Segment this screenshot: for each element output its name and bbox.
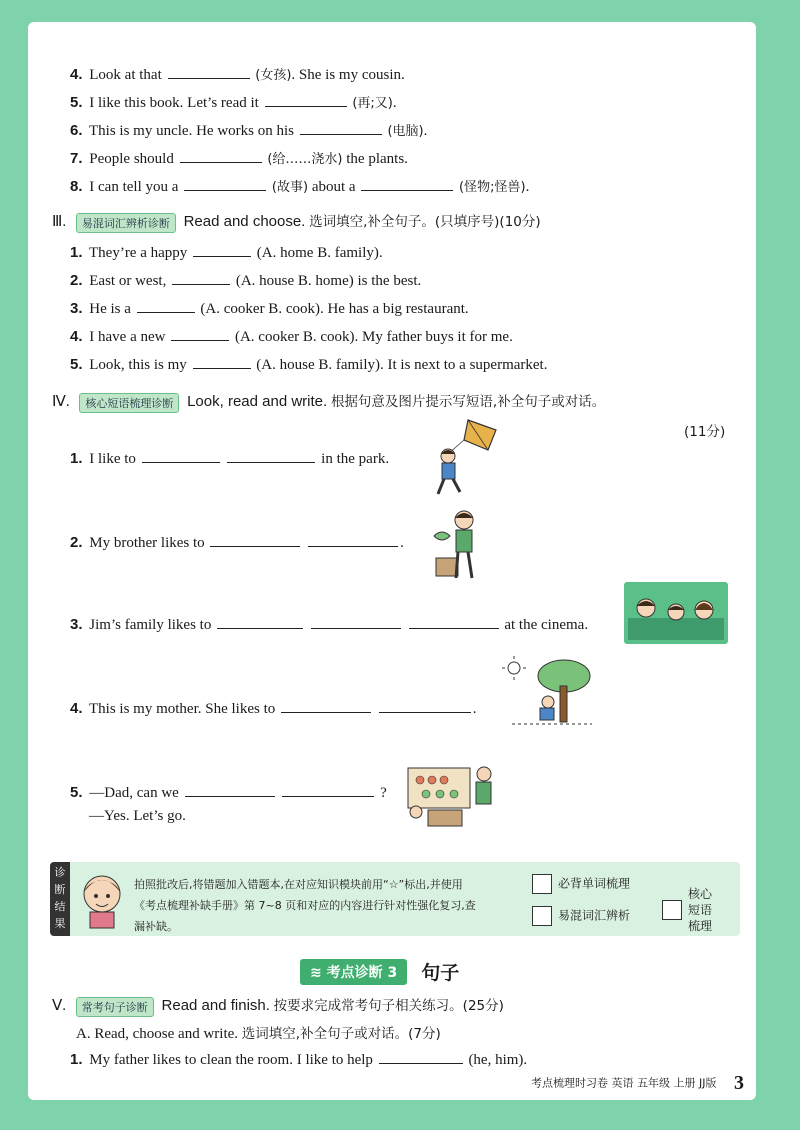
hint: (怪物;怪兽) <box>459 180 526 195</box>
score: (11分) <box>684 424 726 440</box>
hint: (女孩) <box>255 68 292 83</box>
item-text-end: ? <box>380 785 387 801</box>
kaodian-title: 句子 <box>421 962 460 984</box>
answer-blank[interactable] <box>193 354 251 369</box>
item-text-mid: about a <box>311 179 356 195</box>
girl-avatar-icon <box>76 868 128 930</box>
diagnosis-side-label <box>50 862 70 936</box>
item-text: East or west, <box>89 273 167 289</box>
answer-blank[interactable] <box>210 532 300 547</box>
item-text: People should <box>89 151 174 167</box>
kaodian-heading <box>300 958 459 984</box>
item-text-end: . He has a big restaurant. <box>319 301 469 317</box>
exercise-5-item-1 <box>70 1049 527 1069</box>
side-char: 果 <box>54 917 66 930</box>
diagnosis-instruction: 拍照批改后,将错题加入错题本,在对应知识模块前用“☆”标出,并使用《考点梳理补缺手册》第 7~8 页和对应的内容进行针对性强化复习,查漏补缺。 <box>134 878 476 933</box>
checkbox-square[interactable] <box>662 900 682 920</box>
exercise-3-item-2 <box>70 270 421 290</box>
reply-text: —Yes. Let’s go. <box>89 808 186 824</box>
answer-blank[interactable] <box>227 448 315 463</box>
answer-blank[interactable] <box>180 148 262 163</box>
item-text: I like this book. Let’s read it <box>89 95 259 111</box>
reading-under-tree-illustration <box>502 656 594 728</box>
answer-blank[interactable] <box>409 614 499 629</box>
side-char: 断 <box>54 883 66 896</box>
item-text: This is my uncle. He works on his <box>89 123 294 139</box>
side-char: 诊 <box>54 866 66 879</box>
options: (A. cooker B. cook) <box>234 329 355 345</box>
item-number: 6. <box>70 122 83 139</box>
section-5-header <box>52 994 504 1017</box>
exercise-4-item-1 <box>70 448 389 468</box>
section-number: Ⅲ. <box>52 214 67 230</box>
item-number: 4. <box>70 66 83 83</box>
answer-blank[interactable] <box>168 64 250 79</box>
item-text: Look at that <box>89 67 162 83</box>
exercise-3-item-3 <box>70 298 469 318</box>
answer-blank[interactable] <box>217 614 303 629</box>
hint: (故事) <box>271 180 309 195</box>
section-number: Ⅳ. <box>52 394 70 410</box>
item-text: This is my mother. She likes to <box>89 701 276 717</box>
diagnosis-box <box>50 862 740 936</box>
section-number: Ⅴ. <box>52 998 67 1014</box>
checkbox-core-phrases[interactable] <box>662 886 718 934</box>
kite-boy-illustration <box>424 416 504 498</box>
exercise-4-item-2 <box>70 532 404 552</box>
answer-blank[interactable] <box>142 448 220 463</box>
hint: (再;又) <box>352 96 393 111</box>
item-text-end: . <box>525 179 530 195</box>
checkbox-label: 核心短语梳理 <box>688 887 713 933</box>
side-char: 结 <box>54 900 66 913</box>
item-number: 5. <box>70 356 83 373</box>
hint: (he, him) <box>468 1052 524 1068</box>
hint: (电脑) <box>387 124 424 139</box>
exercise-2-item-5 <box>70 92 397 112</box>
exercise-4-item-4 <box>70 698 477 718</box>
kaodian-badge: ≋ 考点诊断 3 <box>300 959 407 985</box>
answer-blank[interactable] <box>172 270 230 285</box>
checkbox-confusing-words[interactable] <box>532 906 630 926</box>
item-number: 2. <box>70 534 83 551</box>
instruction-en: A. Read, choose and write. <box>76 1026 239 1042</box>
answer-blank[interactable] <box>300 120 382 135</box>
exercise-2-item-7 <box>70 148 408 168</box>
item-number: 1. <box>70 244 83 261</box>
item-text-end: . <box>523 1052 528 1068</box>
item-text-end: . <box>400 535 404 551</box>
section-tag: 核心短语梳理诊断 <box>79 393 179 413</box>
options: (A. house B. home) <box>235 273 354 289</box>
page-number: 3 <box>734 1072 744 1094</box>
item-text: My brother likes to <box>89 535 205 551</box>
item-text-end: is the best. <box>357 273 422 289</box>
instruction-cn: 选词填空,补全句子或对话。(7分) <box>241 1026 441 1042</box>
item-number: 4. <box>70 700 83 717</box>
item-text: Look, this is my <box>89 357 187 373</box>
item-number: 7. <box>70 150 83 167</box>
instruction-en: Read and finish. <box>161 997 270 1014</box>
answer-blank[interactable] <box>185 782 275 797</box>
checkbox-square[interactable] <box>532 874 552 894</box>
answer-blank[interactable] <box>311 614 401 629</box>
options: (A. cooker B. cook) <box>200 301 320 317</box>
checkbox-square[interactable] <box>532 906 552 926</box>
item-number: 8. <box>70 178 83 195</box>
item-text-end: at the cinema. <box>504 617 589 633</box>
item-text-end: . <box>392 95 397 111</box>
item-text: I like to <box>89 451 136 467</box>
options: (A. home B. family) <box>256 245 379 261</box>
answer-blank[interactable] <box>193 242 251 257</box>
answer-blank[interactable] <box>281 698 371 713</box>
cinema-family-illustration <box>624 582 728 644</box>
item-number: 4. <box>70 328 83 345</box>
section-tag: 常考句子诊断 <box>76 997 154 1017</box>
checkbox-must-know-words[interactable] <box>532 874 630 894</box>
item-text-end: . <box>378 245 383 261</box>
item-number: 3. <box>70 300 83 317</box>
section-4-score <box>684 420 725 441</box>
answer-blank[interactable] <box>265 92 347 107</box>
item-number: 5. <box>70 94 83 111</box>
instruction-en: Read and choose. <box>183 213 306 230</box>
item-text-end: in the park. <box>321 451 390 467</box>
page-footer <box>531 1072 744 1095</box>
section-3-header <box>52 210 541 233</box>
exercise-3-item-1 <box>70 242 383 262</box>
instruction-cn: 根据句意及图片提示写短语,补全句子或对话。 <box>330 394 606 410</box>
item-number: 2. <box>70 272 83 289</box>
item-text-end: . <box>472 701 477 717</box>
exercise-4-item-5-reply <box>89 808 186 825</box>
instruction-cn: 按要求完成常考句子相关练习。(25分) <box>273 998 504 1014</box>
item-number: 1. <box>70 1051 83 1068</box>
item-text: He is a <box>89 301 131 317</box>
watering-plants-illustration <box>428 506 488 584</box>
options: (A. house B. family) <box>256 357 381 373</box>
item-text-end: . It is next to a supermarket. <box>380 357 548 373</box>
item-text: My father likes to clean the room. I like to help <box>89 1052 373 1068</box>
exercise-2-item-8 <box>70 176 529 196</box>
item-text: —Dad, can we <box>89 785 179 801</box>
checkbox-label: 易混词汇辨析 <box>558 908 631 923</box>
answer-blank[interactable] <box>282 782 374 797</box>
exercise-3-item-5 <box>70 354 547 374</box>
exercise-3-item-4 <box>70 326 513 346</box>
footer-text: 考点梳理时习卷 英语 五年级 上册 JJ版 <box>531 1076 717 1090</box>
answer-blank[interactable] <box>308 532 398 547</box>
item-number: 5. <box>70 784 83 801</box>
item-number: 1. <box>70 450 83 467</box>
item-text-end: the plants. <box>346 151 408 167</box>
answer-blank[interactable] <box>184 176 266 191</box>
item-text-end: . <box>423 123 428 139</box>
instruction-en: Look, read and write. <box>187 393 328 410</box>
answer-blank[interactable] <box>171 326 229 341</box>
exercise-4-item-3 <box>70 614 588 634</box>
answer-blank[interactable] <box>137 298 195 313</box>
answer-blank[interactable] <box>379 1049 463 1064</box>
item-number: 3. <box>70 616 83 633</box>
exercise-2-item-4 <box>70 64 405 84</box>
item-text: I can tell you a <box>89 179 179 195</box>
exercise-4-item-5 <box>70 782 387 802</box>
item-text: They’re a happy <box>89 245 188 261</box>
hint: (给……浇水) <box>267 152 343 167</box>
exercise-2-item-6 <box>70 120 427 140</box>
instruction-cn: 选词填空,补全句子。(只填序号)(10分) <box>309 214 541 230</box>
item-text-end: . My father buys it for me. <box>354 329 513 345</box>
section-tag: 易混词汇辨析诊断 <box>76 213 176 233</box>
checkbox-label: 必背单词梳理 <box>558 876 631 891</box>
item-text: Jim’s family likes to <box>89 617 212 633</box>
answer-blank[interactable] <box>379 698 471 713</box>
item-text: I have a new <box>89 329 166 345</box>
answer-blank[interactable] <box>361 176 453 191</box>
shopping-illustration <box>404 758 500 832</box>
item-text-end: . She is my cousin. <box>291 67 405 83</box>
section-5a-header <box>76 1022 441 1043</box>
section-4-header <box>52 390 605 413</box>
